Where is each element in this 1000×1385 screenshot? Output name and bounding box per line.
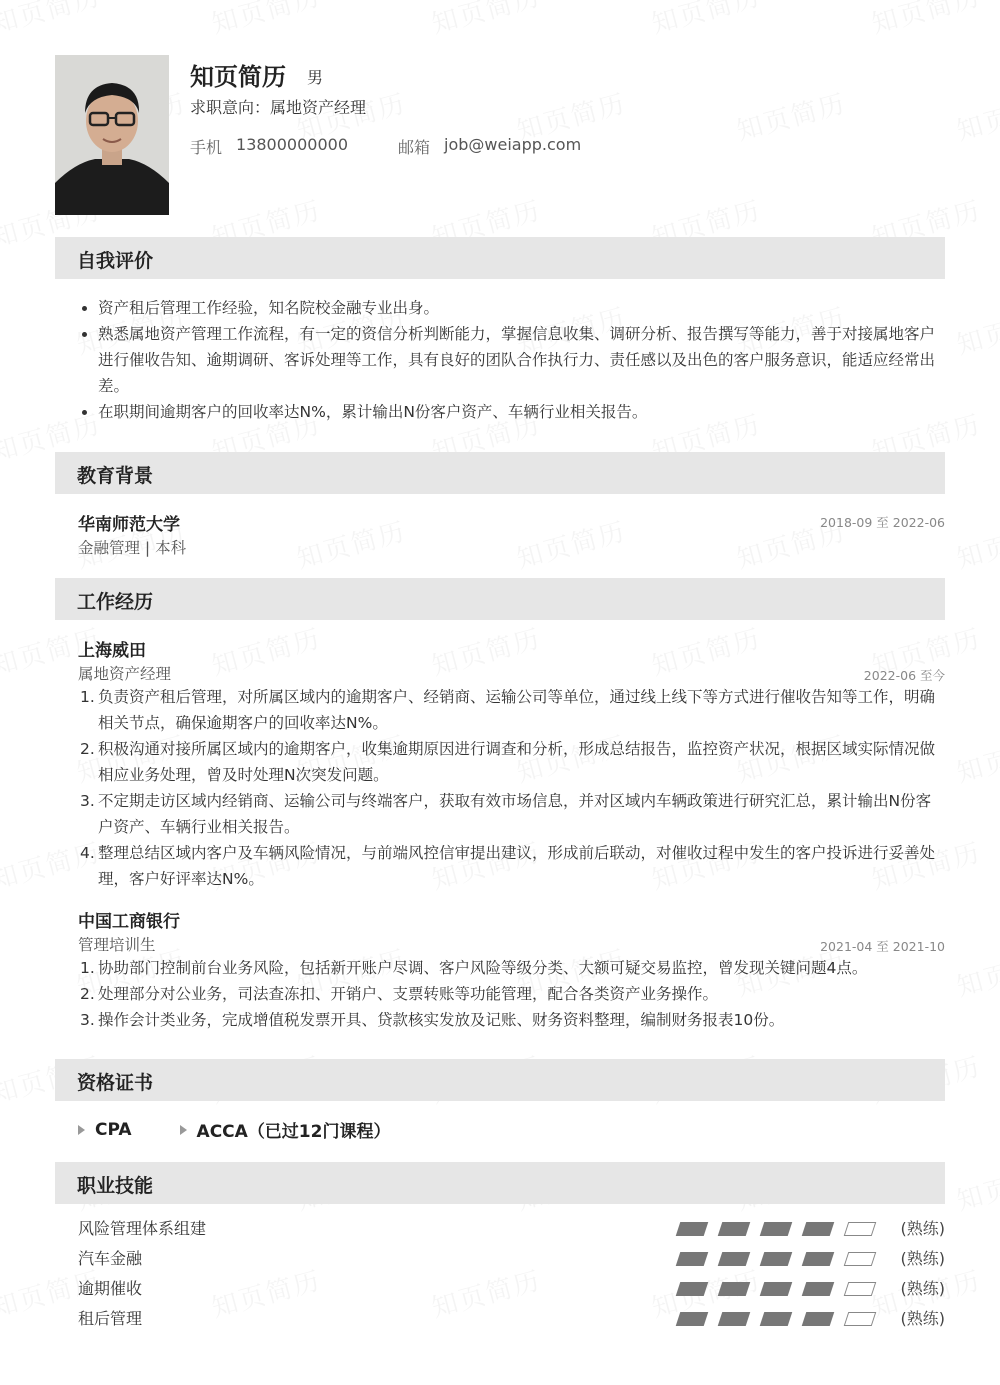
skill-bar-empty [844, 1282, 877, 1296]
skill-bar-filled [676, 1252, 709, 1266]
skill-level-label: (熟练) [900, 1279, 945, 1298]
job-intent: 求职意向：属地资产经理 [190, 98, 367, 117]
cert-item: CPA [78, 1117, 132, 1142]
skill-name: 逾期催收 [78, 1279, 143, 1298]
skill-row [78, 1217, 945, 1241]
job-title: 管理培训生 [78, 936, 156, 954]
section-self-eval [55, 237, 945, 279]
education-major: 金融管理 | 本科 [78, 539, 187, 557]
section-work [55, 578, 945, 620]
email-value: job@weiapp.com [444, 135, 582, 154]
triangle-bullet-icon [78, 1125, 85, 1135]
skill-name: 风险管理体系组建 [78, 1219, 207, 1238]
list-item: 4. 整理总结区域内客户及车辆风险情况，与前端风控信审提出建议，形成前后联动，对催收过程中发生的客户投诉进行妥善处理，客户好评率达N%。 [80, 844, 936, 888]
skill-level-label: (熟练) [900, 1219, 945, 1238]
self-eval-list [78, 295, 938, 425]
skill-bar-filled [718, 1312, 751, 1326]
cert-list [78, 1117, 438, 1142]
skill-level-bars [678, 1282, 888, 1296]
section-skills [55, 1162, 945, 1204]
job-duties-list [78, 955, 946, 1033]
avatar-portrait-icon [55, 55, 169, 215]
section-title: 职业技能 [77, 1175, 154, 1197]
skill-row [78, 1277, 945, 1301]
skill-name: 汽车金融 [78, 1249, 143, 1268]
skill-bar-filled [718, 1282, 751, 1296]
skill-level-bars [678, 1312, 888, 1326]
school-name: 华南师范大学 [78, 515, 180, 535]
skill-row [78, 1247, 945, 1271]
contact-info [190, 135, 581, 158]
candidate-gender: 男 [307, 68, 324, 87]
job-duties-list [78, 684, 946, 892]
list-item: 在职期间逾期客户的回收率达N%，累计输出N份客户资产、车辆行业相关报告。 [78, 399, 938, 425]
skill-bar-filled [802, 1222, 835, 1236]
section-title: 工作经历 [77, 591, 154, 613]
skill-bar-filled [718, 1252, 751, 1266]
list-item: 1. 负责资产租后管理，对所属区域内的逾期客户、经销商、运输公司等单位，通过线上线下等方式进行催收告知等工作，明确相关节点，确保逾期客户的回收率达N%。 [80, 688, 936, 732]
skill-row [78, 1307, 945, 1331]
skill-bar-filled [676, 1222, 709, 1236]
skill-bar-empty [844, 1312, 877, 1326]
candidate-name: 知页简历 [190, 63, 286, 91]
company-name: 中国工商银行 [78, 912, 180, 932]
skill-bar-empty [844, 1252, 877, 1266]
skill-level-label: (熟练) [900, 1309, 945, 1328]
phone-value: 13800000000 [236, 135, 348, 154]
skill-bar-filled [760, 1252, 793, 1266]
section-certs [55, 1059, 945, 1101]
skill-bar-filled [718, 1222, 751, 1236]
skill-bar-filled [760, 1222, 793, 1236]
section-title: 资格证书 [77, 1072, 154, 1094]
skill-level-bars [678, 1222, 888, 1236]
job-date: 2021-04 至 2021-10 [820, 939, 945, 954]
list-item: 3. 不定期走访区域内经销商、运输公司与终端客户，获取有效市场信息，并对区域内车辆政策进行研究汇总，累计输出N份客户资产、车辆行业相关报告。 [80, 792, 932, 836]
section-title: 教育背景 [77, 465, 154, 487]
email-label: 邮箱 [398, 138, 431, 157]
skill-bar-filled [802, 1312, 835, 1326]
skill-level-label: (熟练) [900, 1249, 945, 1268]
skill-bar-empty [844, 1222, 877, 1236]
job-title: 属地资产经理 [78, 665, 172, 683]
skill-bar-filled [802, 1282, 835, 1296]
skill-name: 租后管理 [78, 1309, 143, 1328]
list-item: 1. 协助部门控制前台业务风险，包括新开账户尽调、客户风险等级分类、大额可疑交易监控，曾发现关键问题4点。 [80, 959, 868, 977]
job-date: 2022-06 至今 [863, 668, 945, 683]
phone-label: 手机 [190, 138, 223, 157]
list-item: 2. 处理部分对公业务，司法查冻扣、开销户、支票转账等功能管理，配合各类资产业务操作。 [80, 985, 719, 1003]
skill-bar-filled [676, 1312, 709, 1326]
list-item: 2. 积极沟通对接所属区域内的逾期客户，收集逾期原因进行调查和分析，形成总结报告，监控资产状况，根据区域实际情况做相应业务处理，曾及时处理N次突发问题。 [80, 740, 936, 784]
list-item: 3. 操作会计类业务，完成增值税发票开具、贷款核实发放及记账、财务资料整理，编制财务报表10份。 [80, 1011, 785, 1029]
education-date: 2018-09 至 2022-06 [820, 515, 945, 530]
list-item: 熟悉属地资产管理工作流程，有一定的资信分析判断能力，掌握信息收集、调研分析、报告撰写等能力，善于对接属地客户进行催收告知、逾期调研、客诉处理等工作，具有良好的团队合作执行力、责任感以及出色的客户服务意识，能适应经常出差。 [78, 321, 938, 399]
resume-header [55, 55, 945, 215]
skill-bar-filled [676, 1282, 709, 1296]
triangle-bullet-icon [180, 1125, 187, 1135]
cert-item: ACCA（已过12门课程） [180, 1117, 391, 1142]
skill-bar-filled [802, 1252, 835, 1266]
section-title: 自我评价 [77, 250, 154, 272]
list-item: 资产租后管理工作经验，知名院校金融专业出身。 [78, 295, 938, 321]
skill-bar-filled [760, 1312, 793, 1326]
skill-level-bars [678, 1252, 888, 1266]
skill-bar-filled [760, 1282, 793, 1296]
section-education [55, 452, 945, 494]
company-name: 上海威田 [78, 641, 146, 661]
profile-photo [55, 55, 169, 215]
